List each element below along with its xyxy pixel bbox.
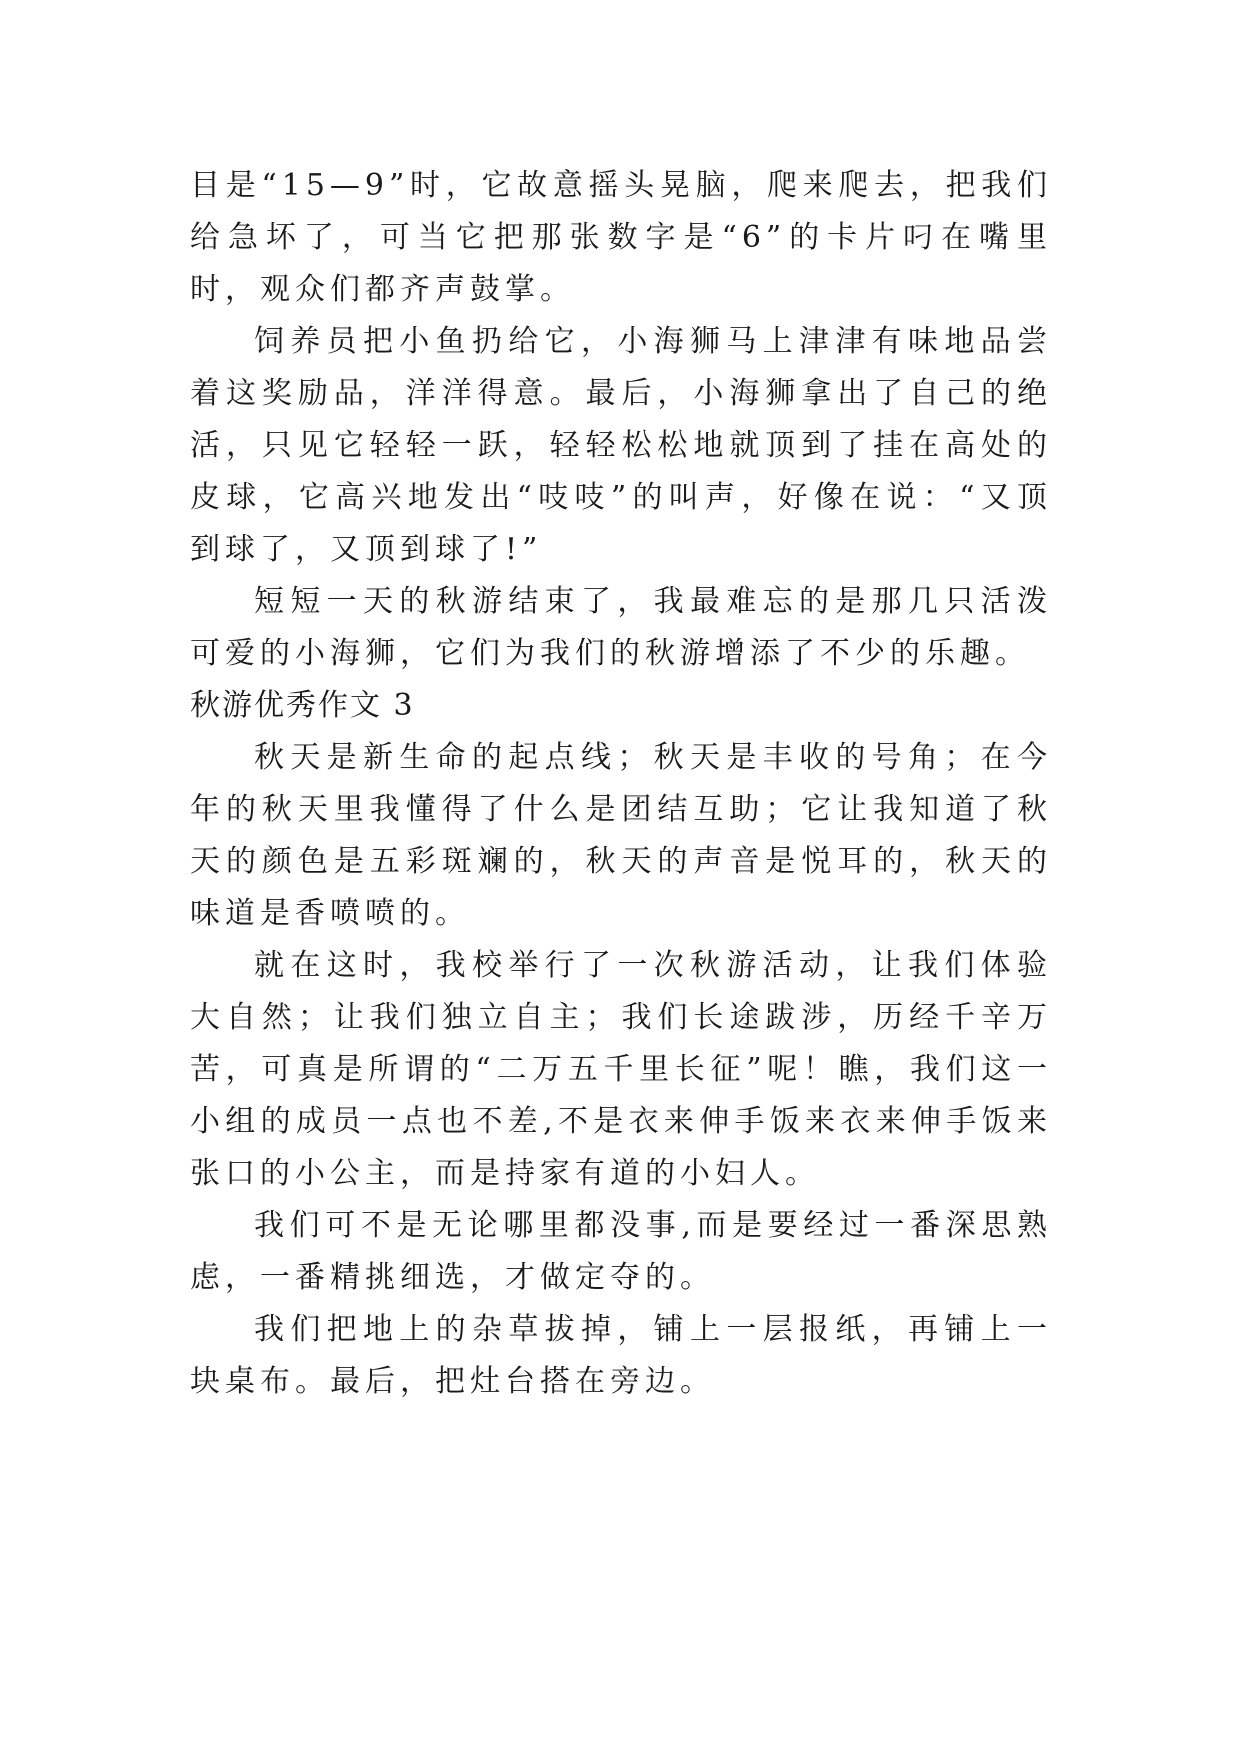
paragraph-autumn-intro: 秋天是新生命的起点线；秋天是丰收的号角；在今年的秋天里我懂得了什么是团结互助；它让我知道了秋天的颜色是五彩斑斓的，秋天的声音是悦耳的，秋天的味道是香喷喷的。 <box>190 740 1052 931</box>
document-body <box>190 160 1052 1408</box>
paragraph-outing: 就在这时，我校举行了一次秋游活动，让我们体验大自然；让我们独立自主；我们长途跋涉，历经千辛万苦，可真是所谓的“二万五千里长征”呢！瞧，我们这一小组的成员一点也不差,不是衣来伸手饭来衣来伸手饭来张口的小公主，而是持家有道的小妇人。 <box>190 948 1052 1191</box>
paragraph-continued: 目是“15—9”时，它故意摇头晃脑，爬来爬去，把我们给急坏了，可当它把那张数字是“6”的卡片叼在嘴里时，观众们都齐声鼓掌。 <box>190 168 1052 307</box>
paragraph-setup: 我们把地上的杂草拔掉，铺上一层报纸，再铺上一块桌布。最后，把灶台搭在旁边。 <box>190 1312 1052 1399</box>
paragraph-deliberation: 我们可不是无论哪里都没事,而是要经过一番深思熟虑，一番精挑细选，才做定夺的。 <box>190 1208 1052 1295</box>
paragraph-feeding: 饲养员把小鱼扔给它，小海狮马上津津有味地品尝着这奖励品，洋洋得意。最后，小海狮拿出了自己的绝活，只见它轻轻一跃，轻轻松松地就顶到了挂在高处的皮球，它高兴地发出“吱吱”的叫声，好像在说：“又顶到球了，又顶到球了!” <box>190 324 1052 567</box>
paragraph-conclusion: 短短一天的秋游结束了，我最难忘的是那几只活泼可爱的小海狮，它们为我们的秋游增添了不少的乐趣。 <box>190 584 1052 671</box>
section-title: 秋游优秀作文 3 <box>190 688 415 723</box>
